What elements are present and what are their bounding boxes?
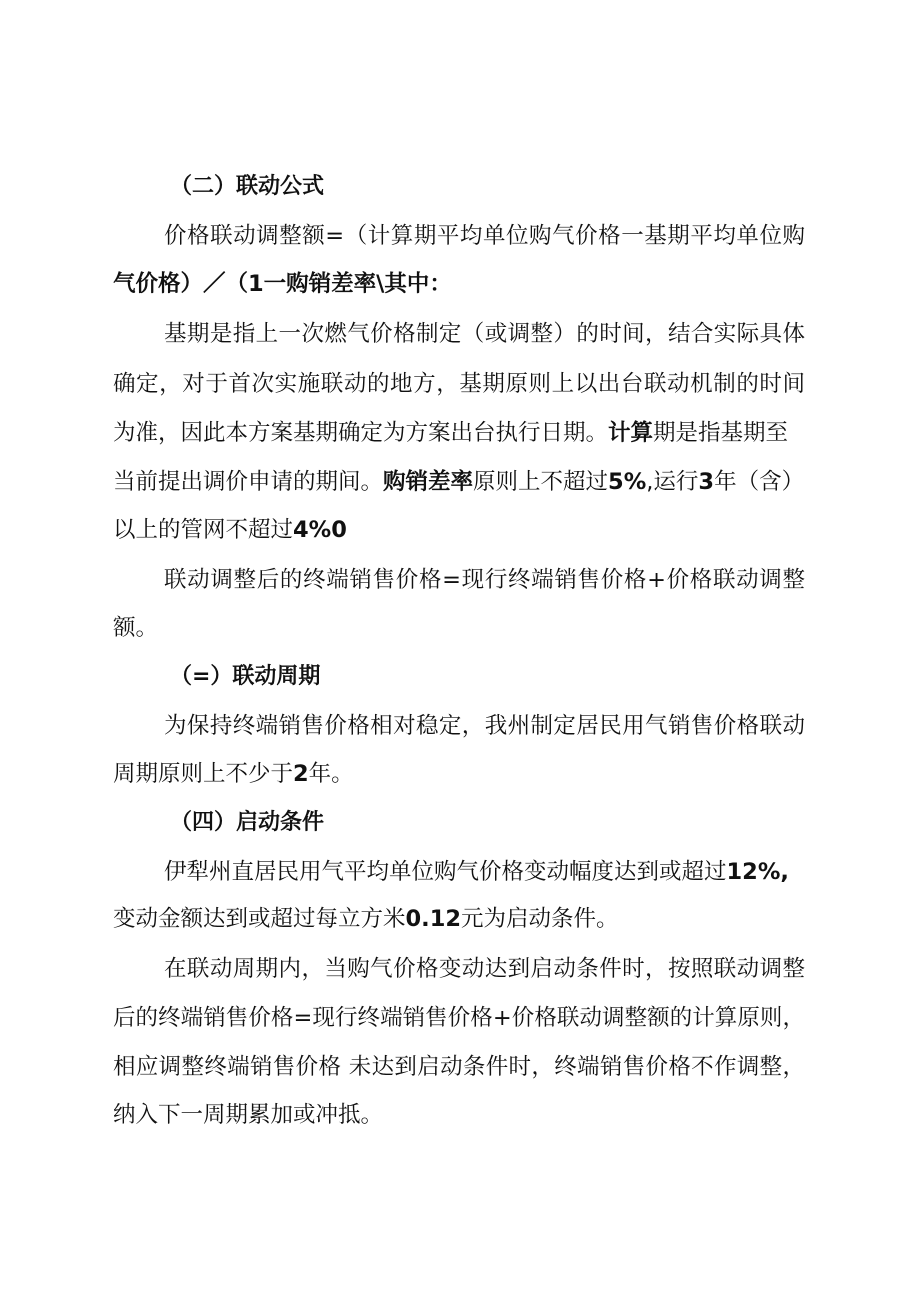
paragraph-line: 价格联动调整额=（计算期平均单位购气价格一基期平均单位购 (164, 223, 805, 249)
paragraph-line: 气价格）／（1一购销差率\其中： (113, 271, 452, 297)
paragraph-line: 在联动周期内，当购气价格变动达到启动条件时，按照联动调整 (164, 956, 805, 982)
paragraph-line: 确定，对于首次实施联动的地方，基期原则上以出台联动机制的时间 (113, 371, 805, 397)
paragraph-line: 为准，因此本方案基期确定为方案出台执行日期。计算期是指基期至 (113, 420, 789, 446)
paragraph-line: 额。 (113, 615, 159, 641)
paragraph-line: 周期原则上不少于2年。 (113, 761, 354, 787)
paragraph-line: 以上的管网不超过4%0 (113, 517, 347, 543)
paragraph-line: 纳入下一周期累加或冲抵。 (113, 1102, 384, 1128)
section-heading-conditions: （四）启动条件 (170, 810, 325, 835)
paragraph-line: 变动金额达到或超过每立方米0.12元为启动条件。 (113, 906, 619, 932)
paragraph-line: 为保持终端销售价格相对稳定，我州制定居民用气销售价格联动 (164, 713, 805, 739)
section-heading-cycle: （=）联动周期 (170, 664, 321, 689)
paragraph-line: 当前提出调价申请的期间。购销差率原则上不超过5%,运行3年（含） (113, 469, 805, 495)
paragraph-line: 联动调整后的终端销售价格=现行终端销售价格+价格联动调整 (164, 567, 805, 593)
paragraph-line: 基期是指上一次燃气价格制定（或调整）的时间，结合实际具体 (164, 321, 805, 347)
paragraph-line: 后的终端销售价格=现行终端销售价格+价格联动调整额的计算原则， (113, 1005, 805, 1031)
section-heading-formula: （二）联动公式 (170, 174, 325, 199)
paragraph-line: 伊犁州直居民用气平均单位购气价格变动幅度达到或超过12%, (164, 859, 789, 885)
paragraph-line: 相应调整终端销售价格 未达到启动条件时，终端销售价格不作调整， (113, 1054, 805, 1080)
